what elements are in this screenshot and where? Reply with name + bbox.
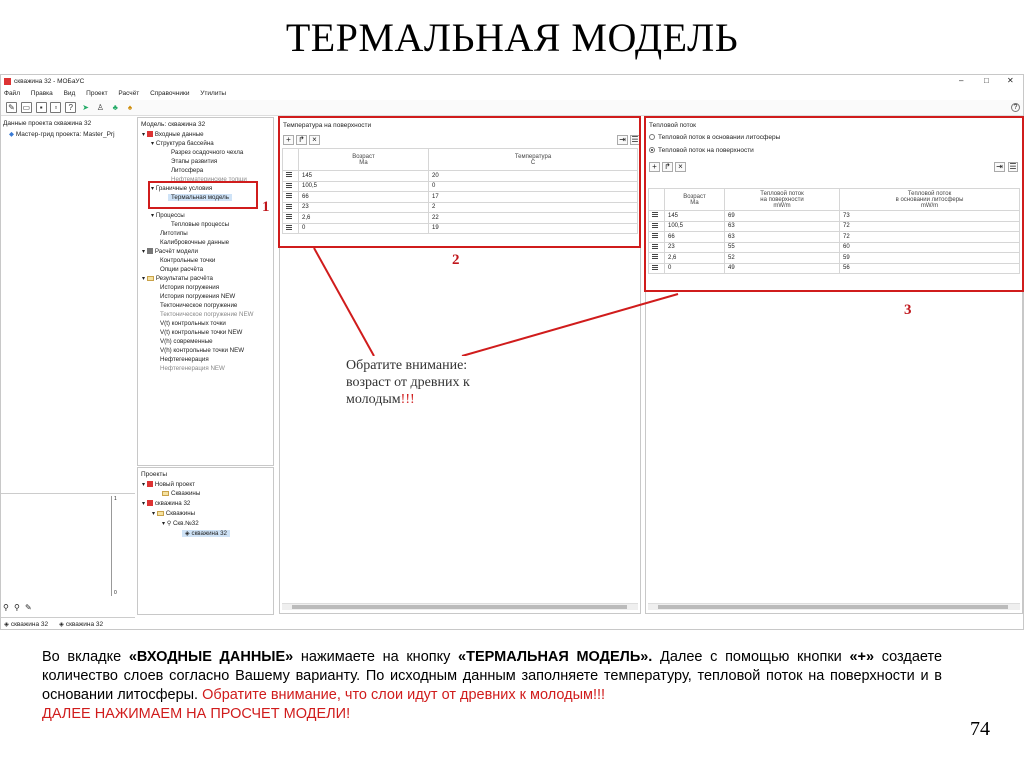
annotation-number-1: 1	[262, 199, 270, 215]
tree-icon[interactable]: ♣	[112, 103, 118, 112]
menu-file[interactable]: Файл	[4, 90, 20, 97]
note-line: возраст от древних к	[346, 375, 470, 390]
col-age-header: Возраст Ма	[299, 149, 429, 171]
project-wells[interactable]: Скважины	[162, 490, 200, 497]
tree-processes[interactable]: ▾ Процессы	[151, 212, 185, 219]
bottom-tab-1[interactable]: ◈ скважина 32	[4, 621, 49, 628]
zoom-in-icon[interactable]: ⚲	[3, 603, 9, 612]
heat-flow-title: Тепловой поток	[649, 122, 697, 129]
minimize-button[interactable]: –	[959, 76, 964, 85]
columns-icon[interactable]: ☰	[631, 135, 639, 144]
menu-utilities[interactable]: Утилиты	[200, 90, 227, 97]
tree-calibration[interactable]: Калибровочные данные	[160, 239, 230, 246]
project-well32-selected[interactable]: ◈ скважина 32	[182, 530, 230, 537]
caption-text: Во вкладке «ВХОДНЫЕ ДАННЫЕ» нажимаете на кнопку «ТЕРМАЛЬНАЯ МОДЕЛЬ». Далее с помощью кнопки «+» создаете количество слоев согласно Вашему варианту. По исходным данным заполняете температуру, тепловой поток на поверхности и в основании литосферы. Обратите внимание, что слои идут от древних к молодым!!! ДАЛЕЕ НАЖИМАЕМ НА ПРОСЧЕТ МОДЕЛИ!	[42, 649, 943, 722]
window-titlebar	[1, 75, 1023, 88]
col-base-flow-header: Тепловой поток в основании литосферы mW/m	[840, 189, 1020, 211]
tree-boundary-conditions[interactable]: ▾ Граничные условия	[151, 185, 213, 192]
age-cell[interactable]: 66	[299, 192, 429, 203]
add-row-button[interactable]: +	[283, 135, 294, 145]
age-cell[interactable]: 66	[665, 232, 725, 243]
menu-references[interactable]: Справочники	[150, 90, 190, 97]
save-as-icon[interactable]: ▫	[50, 102, 61, 113]
add-row-button[interactable]: +	[649, 162, 660, 172]
help-circle-icon[interactable]: ?	[1011, 103, 1020, 112]
project-well-no32[interactable]: ▾ ⚲ Скв.№32	[162, 520, 199, 527]
maximize-button[interactable]: □	[984, 76, 989, 85]
tree-vt-control[interactable]: V(t) контрольных точки	[160, 320, 226, 327]
slide-title: ТЕРМАЛЬНАЯ МОДЕЛЬ	[285, 15, 739, 60]
base-flow-cell[interactable]: 72	[840, 232, 1020, 243]
tree-burial-history[interactable]: История погружения	[160, 284, 220, 291]
bottom-tab-2[interactable]: ◈ скважина 32	[59, 621, 104, 628]
close-button[interactable]: ✕	[1007, 76, 1014, 85]
delete-row-button[interactable]: ×	[309, 135, 320, 145]
project-well32[interactable]: ▾ скважина 32	[142, 500, 191, 507]
import-icon[interactable]: ⇥	[994, 162, 1005, 172]
tree-control-points[interactable]: Контрольные точки	[160, 257, 216, 264]
surface-flow-cell[interactable]: 52	[725, 253, 840, 264]
horizontal-scrollbar[interactable]	[282, 603, 638, 610]
tree-sediment-section[interactable]: Разрез осадочного чехла	[171, 149, 244, 156]
bottom-tabs	[1, 617, 135, 629]
pen-icon[interactable]: ✎	[25, 603, 32, 612]
annotation-number-2: 2	[452, 252, 460, 268]
tree-thermal-model[interactable]: Термальная модель	[168, 194, 232, 201]
master-grid-item[interactable]: ◆ Мастер-грид проекта: Master_Prj	[9, 131, 115, 138]
mini-plot-ytick: 0	[114, 590, 117, 596]
age-cell[interactable]: 23	[299, 202, 429, 213]
radio-base-heat-flow[interactable]: Тепловой поток в основании литосферы	[649, 134, 780, 141]
base-flow-cell[interactable]: 73	[840, 211, 1020, 222]
figure-icon[interactable]: ♙	[96, 103, 104, 112]
base-flow-cell[interactable]: 59	[840, 253, 1020, 264]
leaf-icon[interactable]: ♠	[127, 103, 133, 112]
temp-cell[interactable]: 2	[429, 202, 638, 213]
window-title: скважина 32 - МОБаУС	[14, 78, 85, 85]
tree-vh-current[interactable]: V(h) современные	[160, 338, 213, 345]
tree-tectonic-subsidence-new[interactable]: Тектоническое погружение NEW	[160, 311, 254, 318]
columns-icon[interactable]: ☰	[1009, 162, 1017, 171]
tree-heat-processes[interactable]: Тепловые процессы	[171, 221, 230, 228]
age-cell[interactable]: 23	[665, 242, 725, 253]
tree-burial-history-new[interactable]: История погружения NEW	[160, 293, 236, 300]
age-cell[interactable]: 2,6	[299, 213, 429, 224]
mini-plot	[1, 493, 135, 601]
project-new[interactable]: ▾ Новый проект	[142, 481, 195, 488]
surface-flow-cell[interactable]: 69	[725, 211, 840, 222]
base-flow-cell[interactable]: 60	[840, 242, 1020, 253]
age-cell[interactable]: 100,5	[299, 181, 429, 192]
tree-vh-control-new[interactable]: V(h) контрольные точки NEW	[160, 347, 245, 354]
temp-cell[interactable]: 20	[429, 171, 638, 182]
callout-note	[344, 356, 496, 409]
base-flow-cell[interactable]: 56	[840, 263, 1020, 274]
age-cell[interactable]: 145	[299, 171, 429, 182]
run-icon[interactable]: ➤	[82, 103, 89, 112]
mini-plot-ytick: 1	[114, 496, 117, 502]
note-line: молодым!!!	[346, 392, 415, 407]
save-icon[interactable]: ▪	[36, 102, 47, 113]
page-number: 74	[970, 718, 990, 740]
temp-cell[interactable]: 22	[429, 213, 638, 224]
radio-surface-heat-flow[interactable]: Тепловой поток на поверхности	[649, 147, 754, 154]
tree-lithosphere[interactable]: Литосфера	[171, 167, 204, 174]
tree-results[interactable]: ▾ Результаты расчёта	[142, 275, 213, 282]
toolbar	[1, 100, 1023, 116]
age-cell[interactable]: 2,6	[665, 253, 725, 264]
tree-lithotypes[interactable]: Литотипы	[160, 230, 188, 237]
highlight-box-heat-flow	[644, 116, 1024, 292]
model-tree-panel	[137, 117, 274, 466]
surface-flow-cell[interactable]: 49	[725, 263, 840, 274]
menu-project[interactable]: Проект	[86, 90, 108, 97]
zoom-out-icon[interactable]: ⚲	[14, 603, 20, 612]
app-logo-icon	[4, 78, 11, 85]
import-icon[interactable]: ⇥	[617, 135, 628, 145]
temp-cell[interactable]: 17	[429, 192, 638, 203]
age-cell[interactable]: 0	[299, 223, 429, 234]
edit-row-button[interactable]: ↱	[662, 162, 673, 172]
help-icon[interactable]: ?	[65, 102, 76, 113]
tree-tectonic-subsidence[interactable]: Тектоническое погружение	[160, 302, 238, 309]
col-surface-flow-header: Тепловой поток на поверхности mW/m	[725, 189, 840, 211]
menu-view[interactable]: Вид	[63, 90, 76, 97]
col-age-header: Возраст Ма	[665, 189, 725, 211]
surface-flow-cell[interactable]: 63	[725, 232, 840, 243]
menu-bar	[1, 88, 1023, 99]
surface-flow-cell[interactable]: 55	[725, 242, 840, 253]
tree-vt-control-new[interactable]: V(t) контрольные точки NEW	[160, 329, 243, 336]
age-cell[interactable]: 145	[665, 211, 725, 222]
tree-source-rocks[interactable]: Нефтематеринские толщи	[171, 176, 247, 183]
tree-model-calc[interactable]: ▾ Расчёт модели	[142, 248, 198, 255]
zoom-tools	[1, 602, 41, 613]
projects-header: Проекты	[141, 471, 168, 478]
tree-basin-structure[interactable]: ▾ Структура бассейна	[151, 140, 214, 147]
projects-panel	[137, 467, 274, 615]
edit-row-button[interactable]: ↱	[296, 135, 307, 145]
surface-temp-title: Температура на поверхности	[283, 122, 372, 129]
menu-edit[interactable]: Правка	[30, 90, 53, 97]
delete-row-button[interactable]: ×	[675, 162, 686, 172]
note-line: Обратите внимание:	[346, 358, 468, 373]
tree-calc-options[interactable]: Опции расчёта	[160, 266, 204, 273]
tree-oil-generation-new[interactable]: Нефтегенерация NEW	[160, 365, 225, 372]
horizontal-scrollbar[interactable]	[648, 603, 1020, 610]
tree-input-data[interactable]: ▾ Входные данные	[142, 131, 204, 138]
annotation-number-3: 3	[904, 302, 912, 318]
highlight-box-surface-temp	[278, 116, 641, 248]
surface-flow-cell[interactable]: 63	[725, 221, 840, 232]
model-tree-header: Модель: скважина 32	[141, 121, 206, 128]
age-cell[interactable]: 0	[665, 263, 725, 274]
highlight-box-thermal-model	[148, 181, 258, 209]
age-cell[interactable]: 100,5	[665, 221, 725, 232]
new-icon[interactable]: ✎	[6, 102, 17, 113]
tree-stages[interactable]: Этапы развития	[171, 158, 218, 165]
temp-cell[interactable]: 19	[429, 223, 638, 234]
base-flow-cell[interactable]: 72	[840, 221, 1020, 232]
project-data-header: Данные проекта скважина 32	[3, 120, 92, 127]
project-data-panel	[1, 117, 135, 493]
project-well32-wells[interactable]: ▾ Скважины	[152, 510, 196, 517]
menu-calc[interactable]: Расчёт	[118, 90, 140, 97]
col-temp-header: Температура C	[429, 149, 638, 171]
open-icon[interactable]: ▭	[22, 103, 31, 112]
tree-oil-generation[interactable]: Нефтегенерация	[160, 356, 209, 363]
temp-cell[interactable]: 0	[429, 181, 638, 192]
